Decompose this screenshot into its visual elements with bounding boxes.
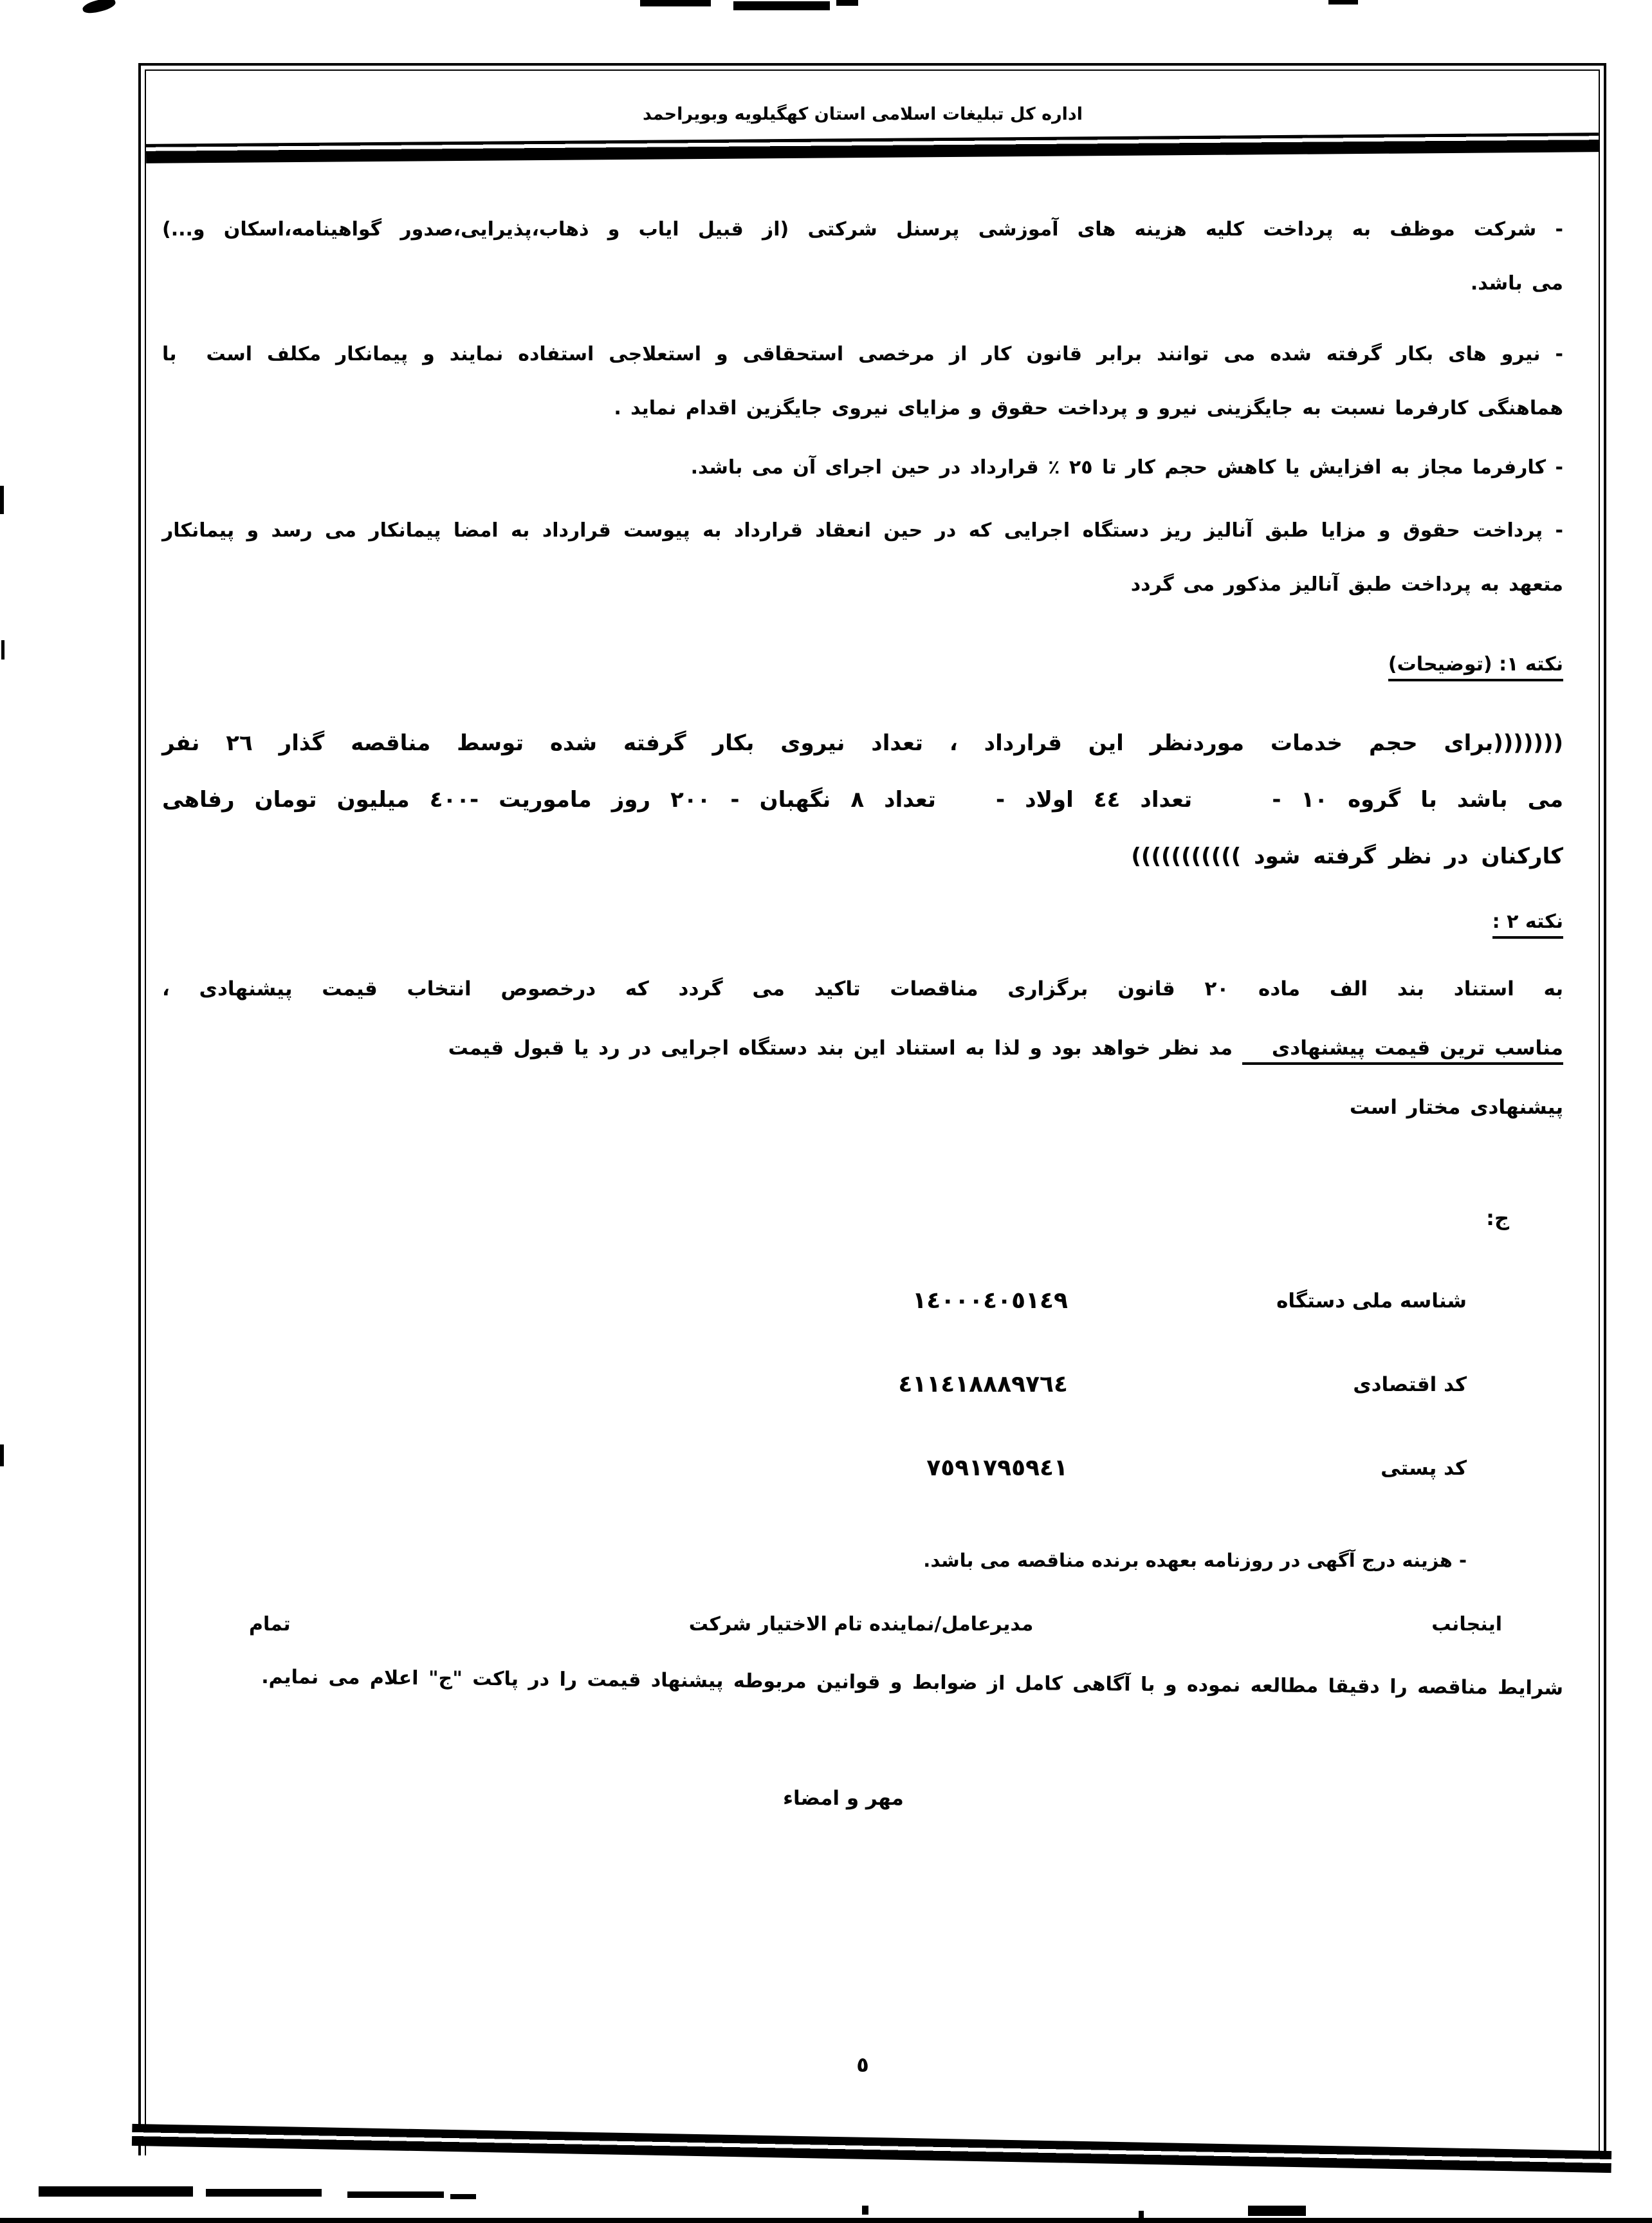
text-line: - کارفرما مجاز به افزایش یا کاهش حجم کار تا ٢٥ ٪ قرارداد در حین اجرای آن می باشد. <box>690 456 1563 479</box>
row-label: کد اقتصادی <box>1353 1373 1467 1396</box>
scan-artifact <box>347 2191 444 2198</box>
scan-artifact <box>862 2206 868 2215</box>
scan-artifact <box>1328 0 1358 5</box>
note2-title <box>162 895 1563 949</box>
scan-artifact <box>450 2194 476 2199</box>
note2-body <box>162 959 1563 1137</box>
text-line: متعهد به پرداخت طبق آنالیز مذکور می گردد <box>1130 573 1563 596</box>
paragraph-training-costs <box>162 203 1563 311</box>
paragraph-payment-analysis <box>162 504 1563 612</box>
scan-artifact <box>206 2189 322 2197</box>
text-line: کارکنان در نظر گرفته شود ))))))))))) <box>1131 844 1563 869</box>
scan-artifact <box>640 0 711 6</box>
text-line: - پرداخت حقوق و مزایا طبق آنالیز ریز دستگاه اجرایی که در حین انعقاد قرارداد به پیوست قرارداد به امضا پیمانکار می رسد و پیمانکار <box>162 519 1563 542</box>
signature-line <box>162 1598 1563 1652</box>
page-border <box>138 63 1606 2155</box>
paragraph-leave-rules <box>162 327 1563 436</box>
row-value: ٧٥٩١٧٩٥٩٤١ <box>926 1455 1068 1481</box>
header-divider <box>146 133 1599 163</box>
scan-artifact <box>0 2218 1652 2223</box>
signer-role: مدیرعامل/نماینده تام الاختیار شرکت <box>688 1613 1034 1636</box>
scan-artifact <box>0 1444 4 1466</box>
ad-cost-note: - هزینه درج آگهی در روزنامه بعهده برنده مناقصه می باشد. <box>923 1549 1467 1571</box>
row-label: کد پستی <box>1381 1457 1467 1480</box>
row-value: ١٤٠٠٠٤٠٥١٤٩ <box>912 1287 1068 1314</box>
table-row <box>162 1259 1563 1343</box>
text-line: به استناد بند الف ماده ٢٠ قانون برگزاری مناقصات تاکید می گردد که درخصوص انتخاب قیمت پیشنهادی ، <box>162 977 1563 1001</box>
scan-artifact <box>0 486 4 514</box>
paragraph-scope-change <box>162 441 1563 495</box>
text-line: - شرکت موظف به پرداخت کلیه هزینه های آموزشی پرسنل شرکتی (از قبیل ایاب و ذهاب،پذیرایی،صدور گواهینامه،اسکان و...) <box>162 218 1563 241</box>
seal-and-signature-label: مهر و امضاء <box>783 1787 904 1810</box>
page-inner-border <box>145 69 1600 2155</box>
row-value: ٤١١٤١٨٨٨٩٧٦٤ <box>898 1371 1068 1397</box>
text-run: مد نظر خواهد بود و لذا به استناد این بند دستگاه اجرایی در رد یا قبول قیمت <box>448 1037 1242 1060</box>
text-line: می باشد با گروه ١٠ - تعداد ٤٤ اولاد - تعداد ٨ نگهبان - ٢٠٠ روز ماموریت -٤٠٠ میلیون تومان رفاهی <box>162 787 1564 813</box>
signer-tamam: تمام <box>249 1613 291 1636</box>
underlined-phrase: مناسب ترین قیمت پیشنهادی <box>1242 1037 1563 1065</box>
section-j-table <box>162 1259 1563 1510</box>
declaration-statement: شرایط مناقصه را دقیقا مطالعه نموده و با آگاهی کامل از ضوابط و قوانین مربوطه پیشنهاد قیمت را در پاکت "ج" اعلام می نمایم. <box>261 1665 1564 1700</box>
scan-artifact <box>82 0 117 15</box>
text-line: هماهنگی کارفرما نسبت به جایگزینی نیرو و پرداخت حقوق و مزایای نیروی جایگزین اقدام نماید . <box>614 397 1563 420</box>
table-row <box>162 1426 1563 1510</box>
scan-artifact <box>1248 2206 1306 2216</box>
page-number: ٥ <box>856 2052 869 2077</box>
note1-title <box>162 638 1563 692</box>
scan-artifact <box>733 1 830 10</box>
note2-title-text: نکته ٢ : <box>1492 910 1563 939</box>
page-title: اداره کل تبلیغات اسلامی استان کهگیلویه وبویراحمد <box>642 104 1083 124</box>
text-line: (((((((برای حجم خدمات موردنظر این قرارداد ، تعداد نیروی بکار گرفته شده توسط مناقصه گذار ٢٦ نفر <box>162 730 1563 756</box>
scan-artifact <box>39 2186 193 2197</box>
note1-title-text: نکته ١: (توضیحات) <box>1388 653 1563 681</box>
section-j-label: ج: <box>1486 1206 1509 1230</box>
text-line: می باشد. <box>1470 272 1563 295</box>
text-line: پیشنهادی مختار است <box>1349 1096 1563 1119</box>
row-label: شناسه ملی دستگاه <box>1276 1289 1467 1313</box>
scan-artifact <box>836 0 858 6</box>
text-line <box>162 1019 1563 1078</box>
table-row <box>162 1343 1563 1426</box>
scan-artifact <box>1 640 5 660</box>
signer-pronoun: اینجانب <box>1431 1613 1502 1636</box>
text-line: - نیرو های بکار گرفته شده می توانند برابر قانون کار از مرخصی استحقاقی و استعلاجی استفاده نمایند و پیمانکار مکلف است با <box>162 343 1563 365</box>
note1-body <box>162 715 1563 885</box>
